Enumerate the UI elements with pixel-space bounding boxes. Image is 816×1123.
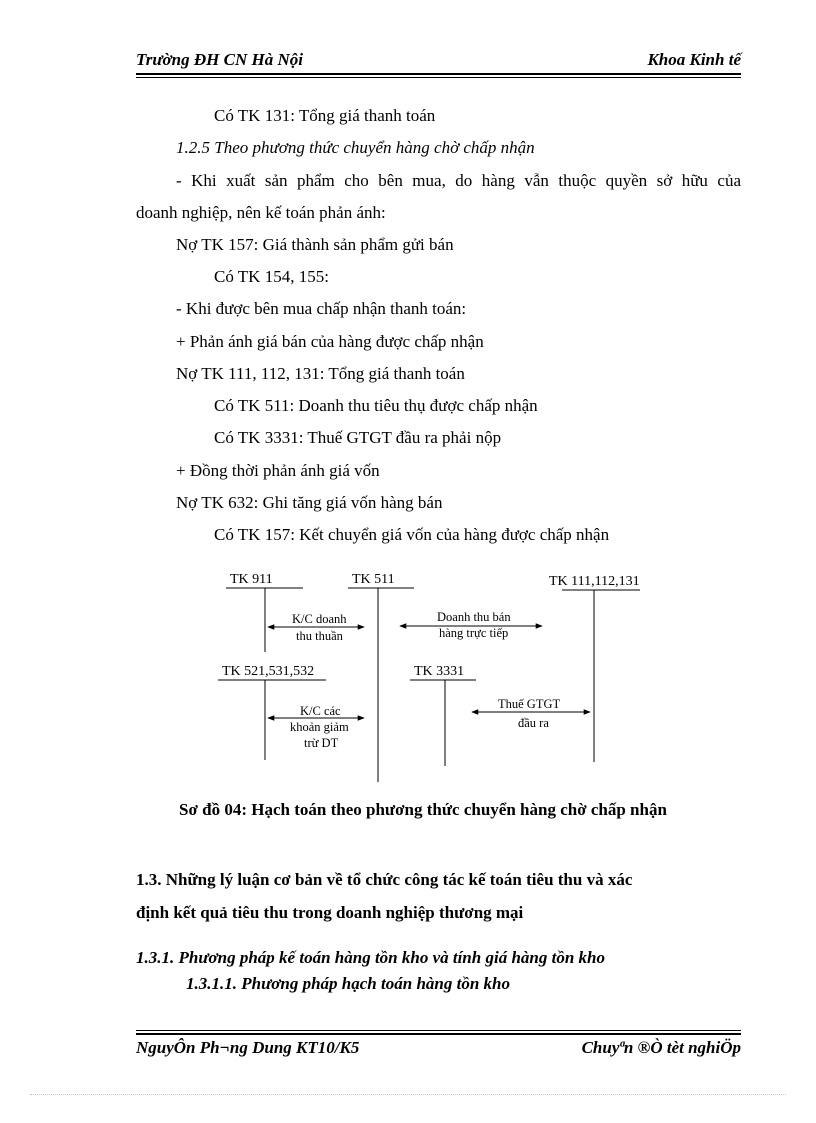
- subsection-heading-125: 1.2.5 Theo phương thức chuyển hàng chờ chấp nhận: [176, 138, 535, 157]
- header-school: Trường ĐH CN Hà Nội: [136, 50, 303, 69]
- footer-rule: [136, 1033, 741, 1035]
- label-tk521: TK 521,531,532: [222, 664, 315, 679]
- text-hang-truc-tiep: hàng trực tiếp: [439, 626, 509, 640]
- text-thue-gtgt: Thuế GTGT: [498, 697, 561, 711]
- header-rule: [136, 73, 741, 75]
- diagram-caption: Sơ đồ 04: Hạch toán theo phương thức chuyển hàng chờ chấp nhận: [179, 800, 667, 819]
- page-footer: [136, 1038, 741, 1064]
- label-tk911: TK 911: [230, 572, 273, 587]
- body-line-6: Có TK 154, 155:: [214, 267, 329, 286]
- body-line-14: Có TK 157: Kết chuyển giá vốn của hàng được chấp nhận: [214, 525, 610, 544]
- body-line-3: - Khi xuất sản phẩm cho bên mua, do hàng vẫn thuộc quyền sở hữu của: [176, 171, 741, 190]
- body-line-5: Nợ TK 157: Giá thành sản phẩm gửi bán: [176, 235, 454, 254]
- body-line-4: doanh nghiệp, nên kế toán phản ánh:: [136, 203, 386, 222]
- body-line-9: Nợ TK 111, 112, 131: Tổng giá thanh toán: [176, 364, 465, 383]
- footer-title: Chuyªn ®Ò tèt nghiÖp: [581, 1038, 741, 1057]
- text-kc-doanh: K/C doanh: [292, 612, 347, 626]
- text-tru-dt: trừ DT: [304, 736, 339, 750]
- section-heading-131: 1.3.1. Phương pháp kế toán hàng tồn kho và tính giá hàng tồn kho: [136, 948, 605, 967]
- text-doanh-thu-ban: Doanh thu bán: [437, 610, 511, 624]
- body-line-12: + Đồng thời phản ánh giá vốn: [176, 461, 380, 480]
- body-line-8: + Phản ánh giá bán của hàng được chấp nhận: [176, 332, 484, 351]
- body-line-13: Nợ TK 632: Ghi tăng giá vốn hàng bán: [176, 493, 443, 512]
- text-kc-cac: K/C các: [300, 704, 341, 718]
- footer-rule-thin: [136, 1030, 741, 1031]
- body-line-1: Có TK 131: Tổng giá thanh toán: [214, 106, 436, 125]
- text-khoan-giam: khoản giảm: [290, 720, 349, 734]
- label-tk111: TK 111,112,131: [549, 574, 640, 589]
- section-heading-13-line1: 1.3. Những lý luận cơ bản về tổ chức công tác kế toán tiêu thu và xác: [136, 870, 633, 889]
- body-line-7: - Khi được bên mua chấp nhận thanh toán:: [176, 299, 467, 318]
- label-tk511: TK 511: [352, 572, 395, 587]
- body-line-10: Có TK 511: Doanh thu tiêu thụ được chấp nhận: [214, 396, 538, 415]
- text-dau-ra: đầu ra: [518, 716, 549, 730]
- page-header: [136, 46, 741, 74]
- text-thu-thuan: thu thuần: [296, 629, 343, 643]
- page-edge-dots: [30, 1094, 786, 1095]
- section-heading-1311: 1.3.1.1. Phương pháp hạch toán hàng tồn kho: [186, 974, 510, 993]
- body-line-11: Có TK 3331: Thuế GTGT đầu ra phải nộp: [214, 428, 502, 447]
- label-tk3331: TK 3331: [414, 664, 465, 679]
- header-rule-thin: [136, 77, 741, 78]
- header-faculty: Khoa Kinh tế: [647, 50, 741, 69]
- section-heading-13-line2: định kết quả tiêu thu trong doanh nghiệp thương mại: [136, 903, 524, 922]
- footer-author: NguyÔn Ph¬ng Dung KT10/K5: [136, 1038, 360, 1057]
